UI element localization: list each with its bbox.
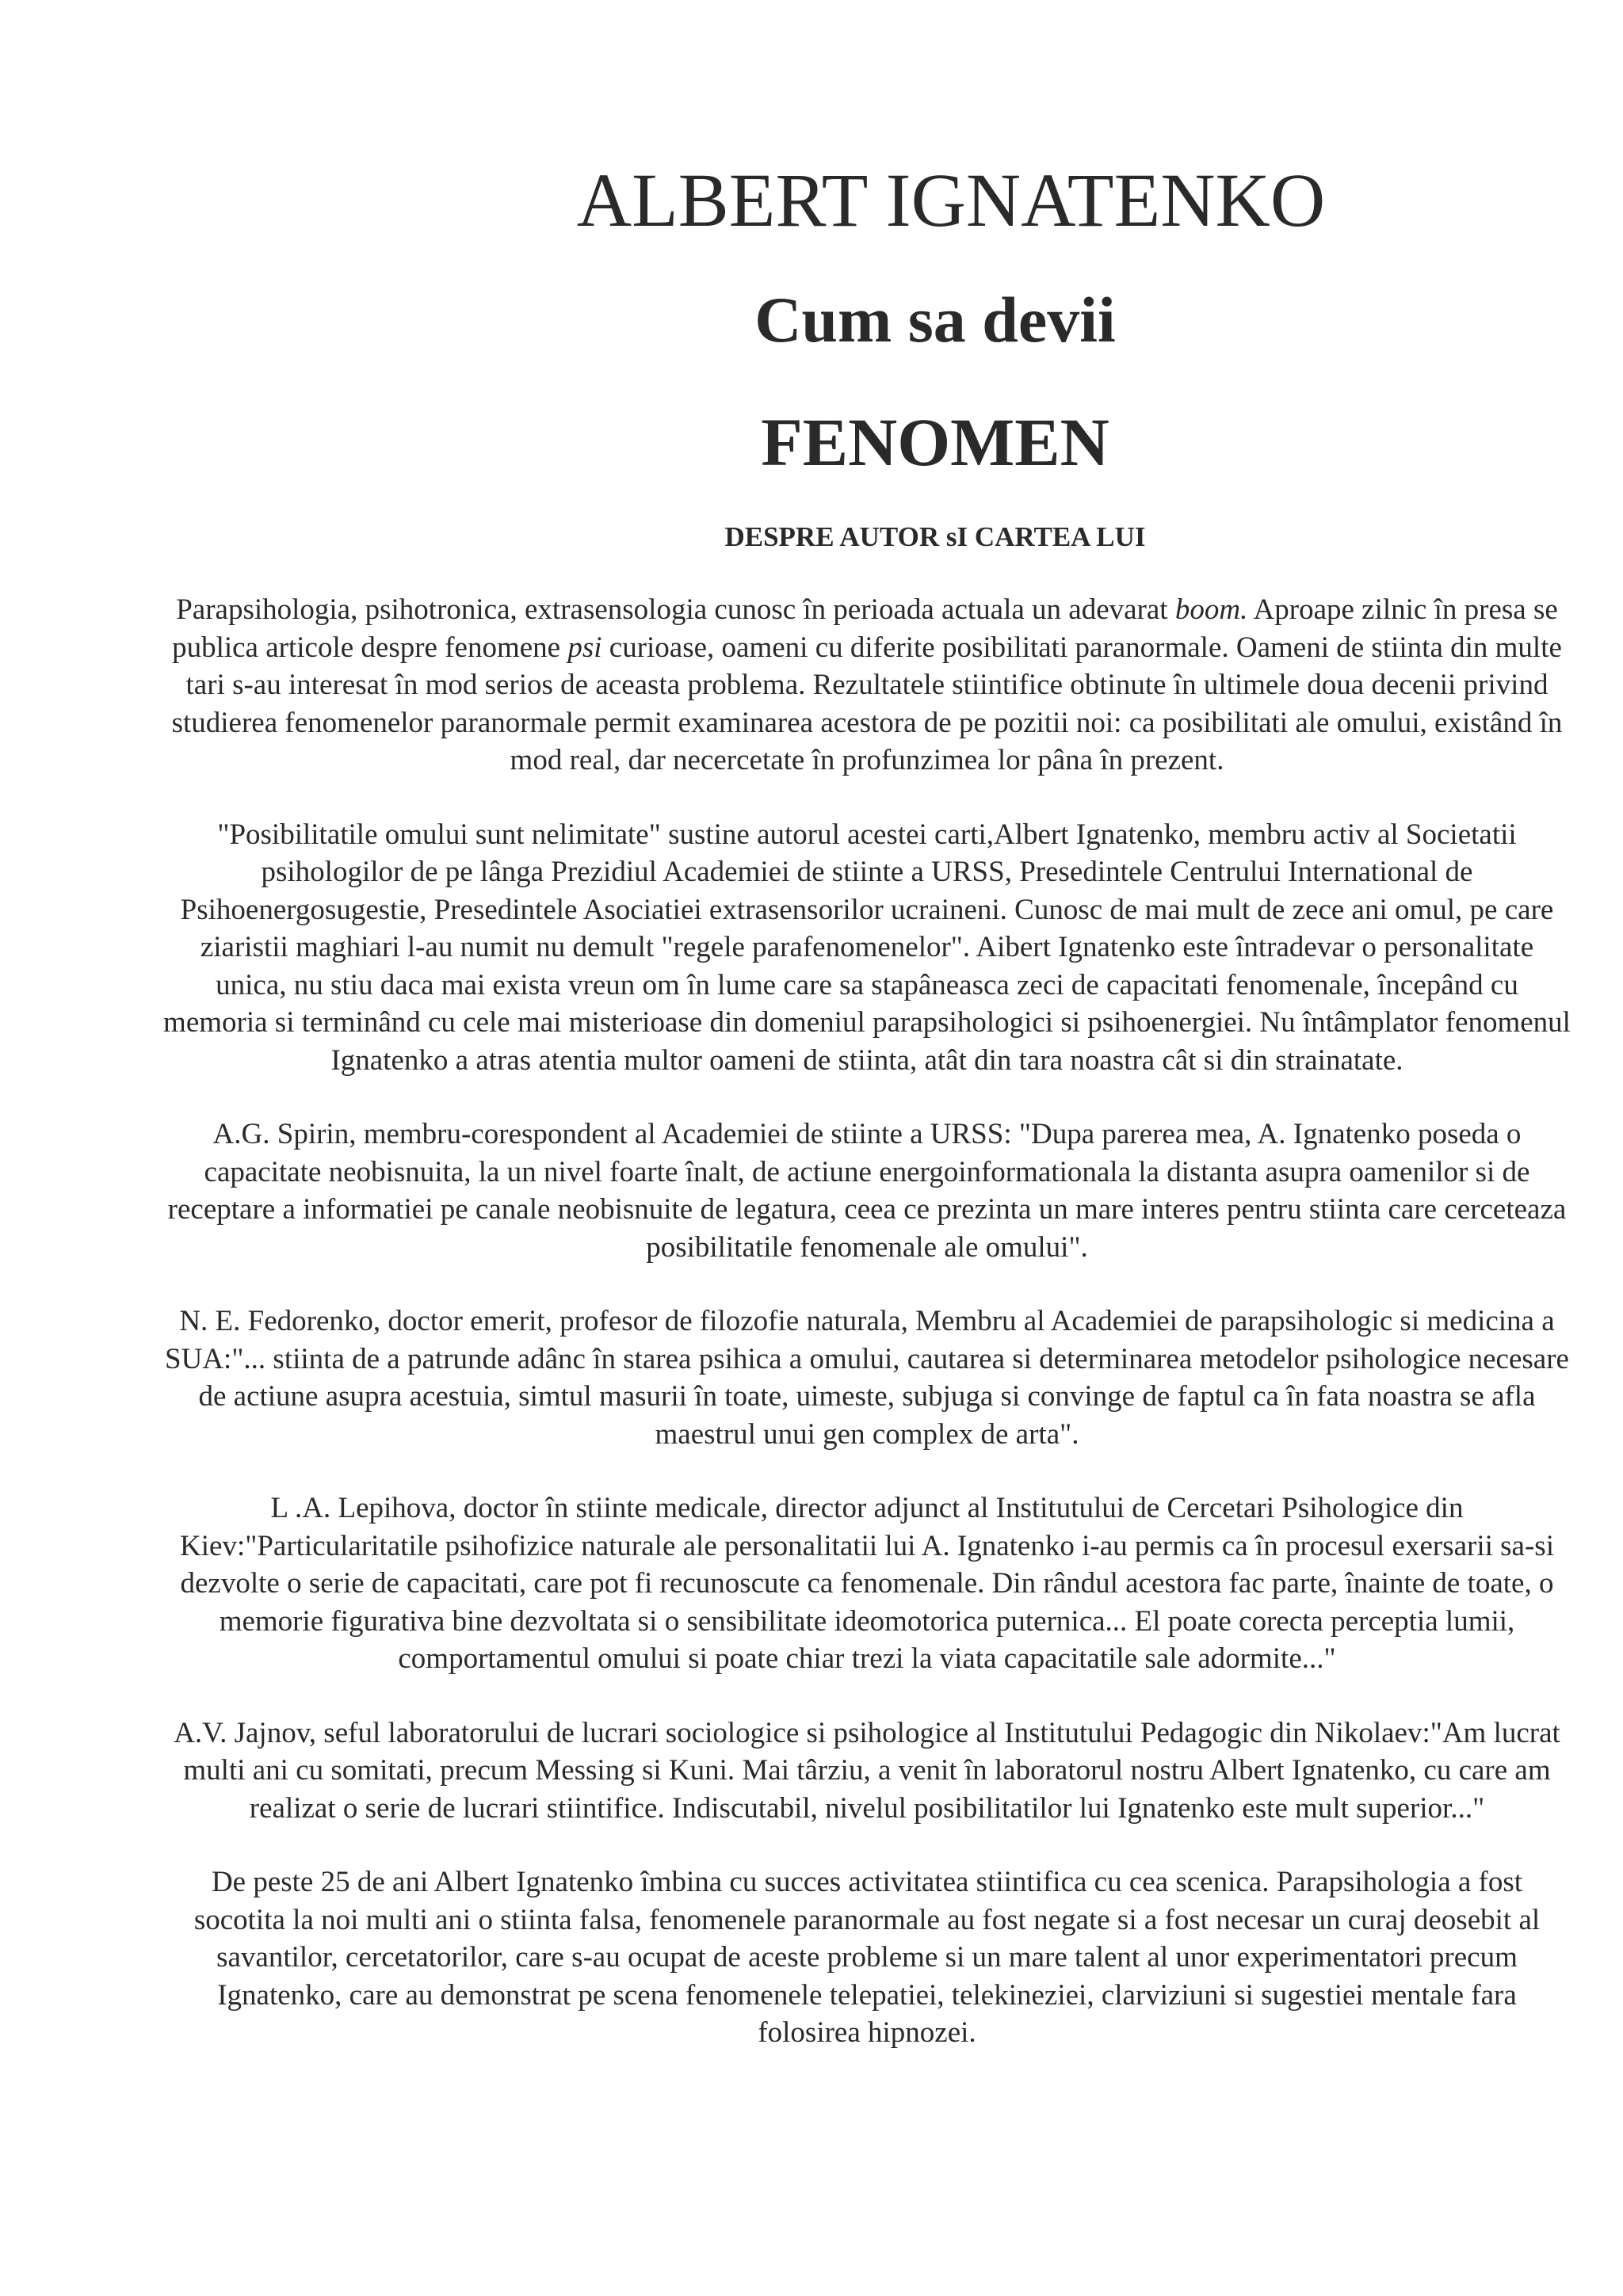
paragraph-quote-spirin: A.G. Spirin, membru-corespondent al Academiei de stiinte a URSS: "Dupa parerea mea, A. Ignatenko poseda o capacitate neobisnuita, la un nivel foarte înalt, de actiune energoinformationala la distanta asupra oamenilor si de receptare a informatiei pe canale neobisnuite de legatura, ceea ce prezinta un mare interes pentru stiinta care cerceteaza posibilitatile fenomenale ale omului". <box>167 1118 1567 1264</box>
paragraph-career: De peste 25 de ani Albert Ignatenko îmbina cu succes activitatea stiintifica cu cea scenica. Parapsihologia a fost socotita la noi multi ani o stiinta falsa, fenomenele paranormale au fost negate si a fost necesar un curaj deosebit al savantilor, cercetatorilor, care s-au ocupat de aceste probleme si un mare talent al unor experimentatori precum Ignatenko, care au demonstrat pe scena fenomenele telepatiei, telekineziei, clarviziuni si sugestiei mentale fara folosirea hipnozei. <box>193 1866 1541 2049</box>
body-text <box>163 591 1571 2088</box>
section-heading: DESPRE AUTOR sI CARTEA LUI <box>724 521 1146 552</box>
paragraph-quote-jajnov: A.V. Jajnov, seful laboratorului de lucrari sociologice si psihologice al Institutului Pedagogic din Nikolaev:"Am lucrat multi ani cu somitati, precum Messing si Kuni. Mai târziu, a venit în laboratorul nostru Albert Ignatenko, cu care am realizat o serie de lucrari stiintifice. Indiscutabil, nivelul posibilitatilor lui Ignatenko este mult superior..." <box>174 1716 1560 1825</box>
paragraph-author-description: "Posibilitatile omului sunt nelimitate" sustine autorul acestei carti,Albert Ignatenko, membru activ al Societatii psihologilor de pe lânga Prezidiul Academiei de stiinte a URSS, Presedintele Centrului International de Psihoenergosugestie, Presedintele Asociatiei extrasensorilor ucraineni. Cunosc de mai mult de zece ani omul, pe care ziaristii maghiari l-au numit nu demult "regele parafenomenelor". Aibert Ignatenko este întradevar o personalitate unica, nu stiu daca mai exista vreun om în lume care sa stapâneasca zeci de capacitati fenomenale, începând cu memoria si terminând cu cele mai misterioase din domeniul parapsihologici si psihoenergiei. Nu întâmplator fenomenul Ignatenko a atras atentia multor oameni de stiinta, atât din tara noastra cât si din strainatate. <box>163 818 1571 1077</box>
author-name: ALBERT IGNATENKO <box>576 158 1326 242</box>
paragraph-quote-lepihova: L .A. Lepihova, doctor în stiinte medicale, director adjunct al Institutului de Cercetari Psihologice din Kiev:"Particularitatile psihofizice naturale ale personalitatii lui A. Ignatenko i-au permis ca în procesul exersarii sa-si dezvolte o serie de capacitati, care pot fi recunoscute ca fenomenale. Din rândul acestora fac parte, înainte de toate, o memorie figurativa bine dezvoltata si o sensibilitate ideomotorica puternica... El poate corecta perceptia lumii, comportamentul omului si poate chiar trezi la viata capacitatile sale adormite..." <box>180 1492 1554 1675</box>
paragraph-quote-fedorenko: N. E. Fedorenko, doctor emerit, profesor de filozofie naturala, Membru al Academiei de parapsihologic si medicina a SUA:"... stiinta de a patrunde adânc în starea psihica a omului, cautarea si determinarea metodelor psihologice necesare de actiune asupra acestuia, simtul masurii în toate, uimeste, subjuga si convinge de faptul ca în fata noastra se afla maestrul unui gen complex de arta". <box>165 1305 1569 1451</box>
emphasis-boom: boom. <box>1174 593 1248 626</box>
emphasis-psi: psi <box>567 631 602 664</box>
book-title: FENOMEN <box>761 404 1109 480</box>
paragraph-intro: Parapsihologia, psihotronica, extrasensologia cunosc în perioada actuala un adevarat boom. Aproape zilnic în presa se publica articole despre fenomene psi curioase, oameni cu diferite posibilitati paranormale. Oameni de stiinta din multe tari s-au interesat în mod serios de aceasta problema. Rezultatele stiintifice obtinute în ultimele doua decenii privind studierea fenomenelor paranormale permit examinarea acestora de pe pozitii noi: ca posibilitati ale omului, existând în mod real, dar necercetate în profunzimea lor pâna în prezent. <box>171 593 1563 776</box>
book-subtitle: Cum sa devii <box>754 284 1116 356</box>
